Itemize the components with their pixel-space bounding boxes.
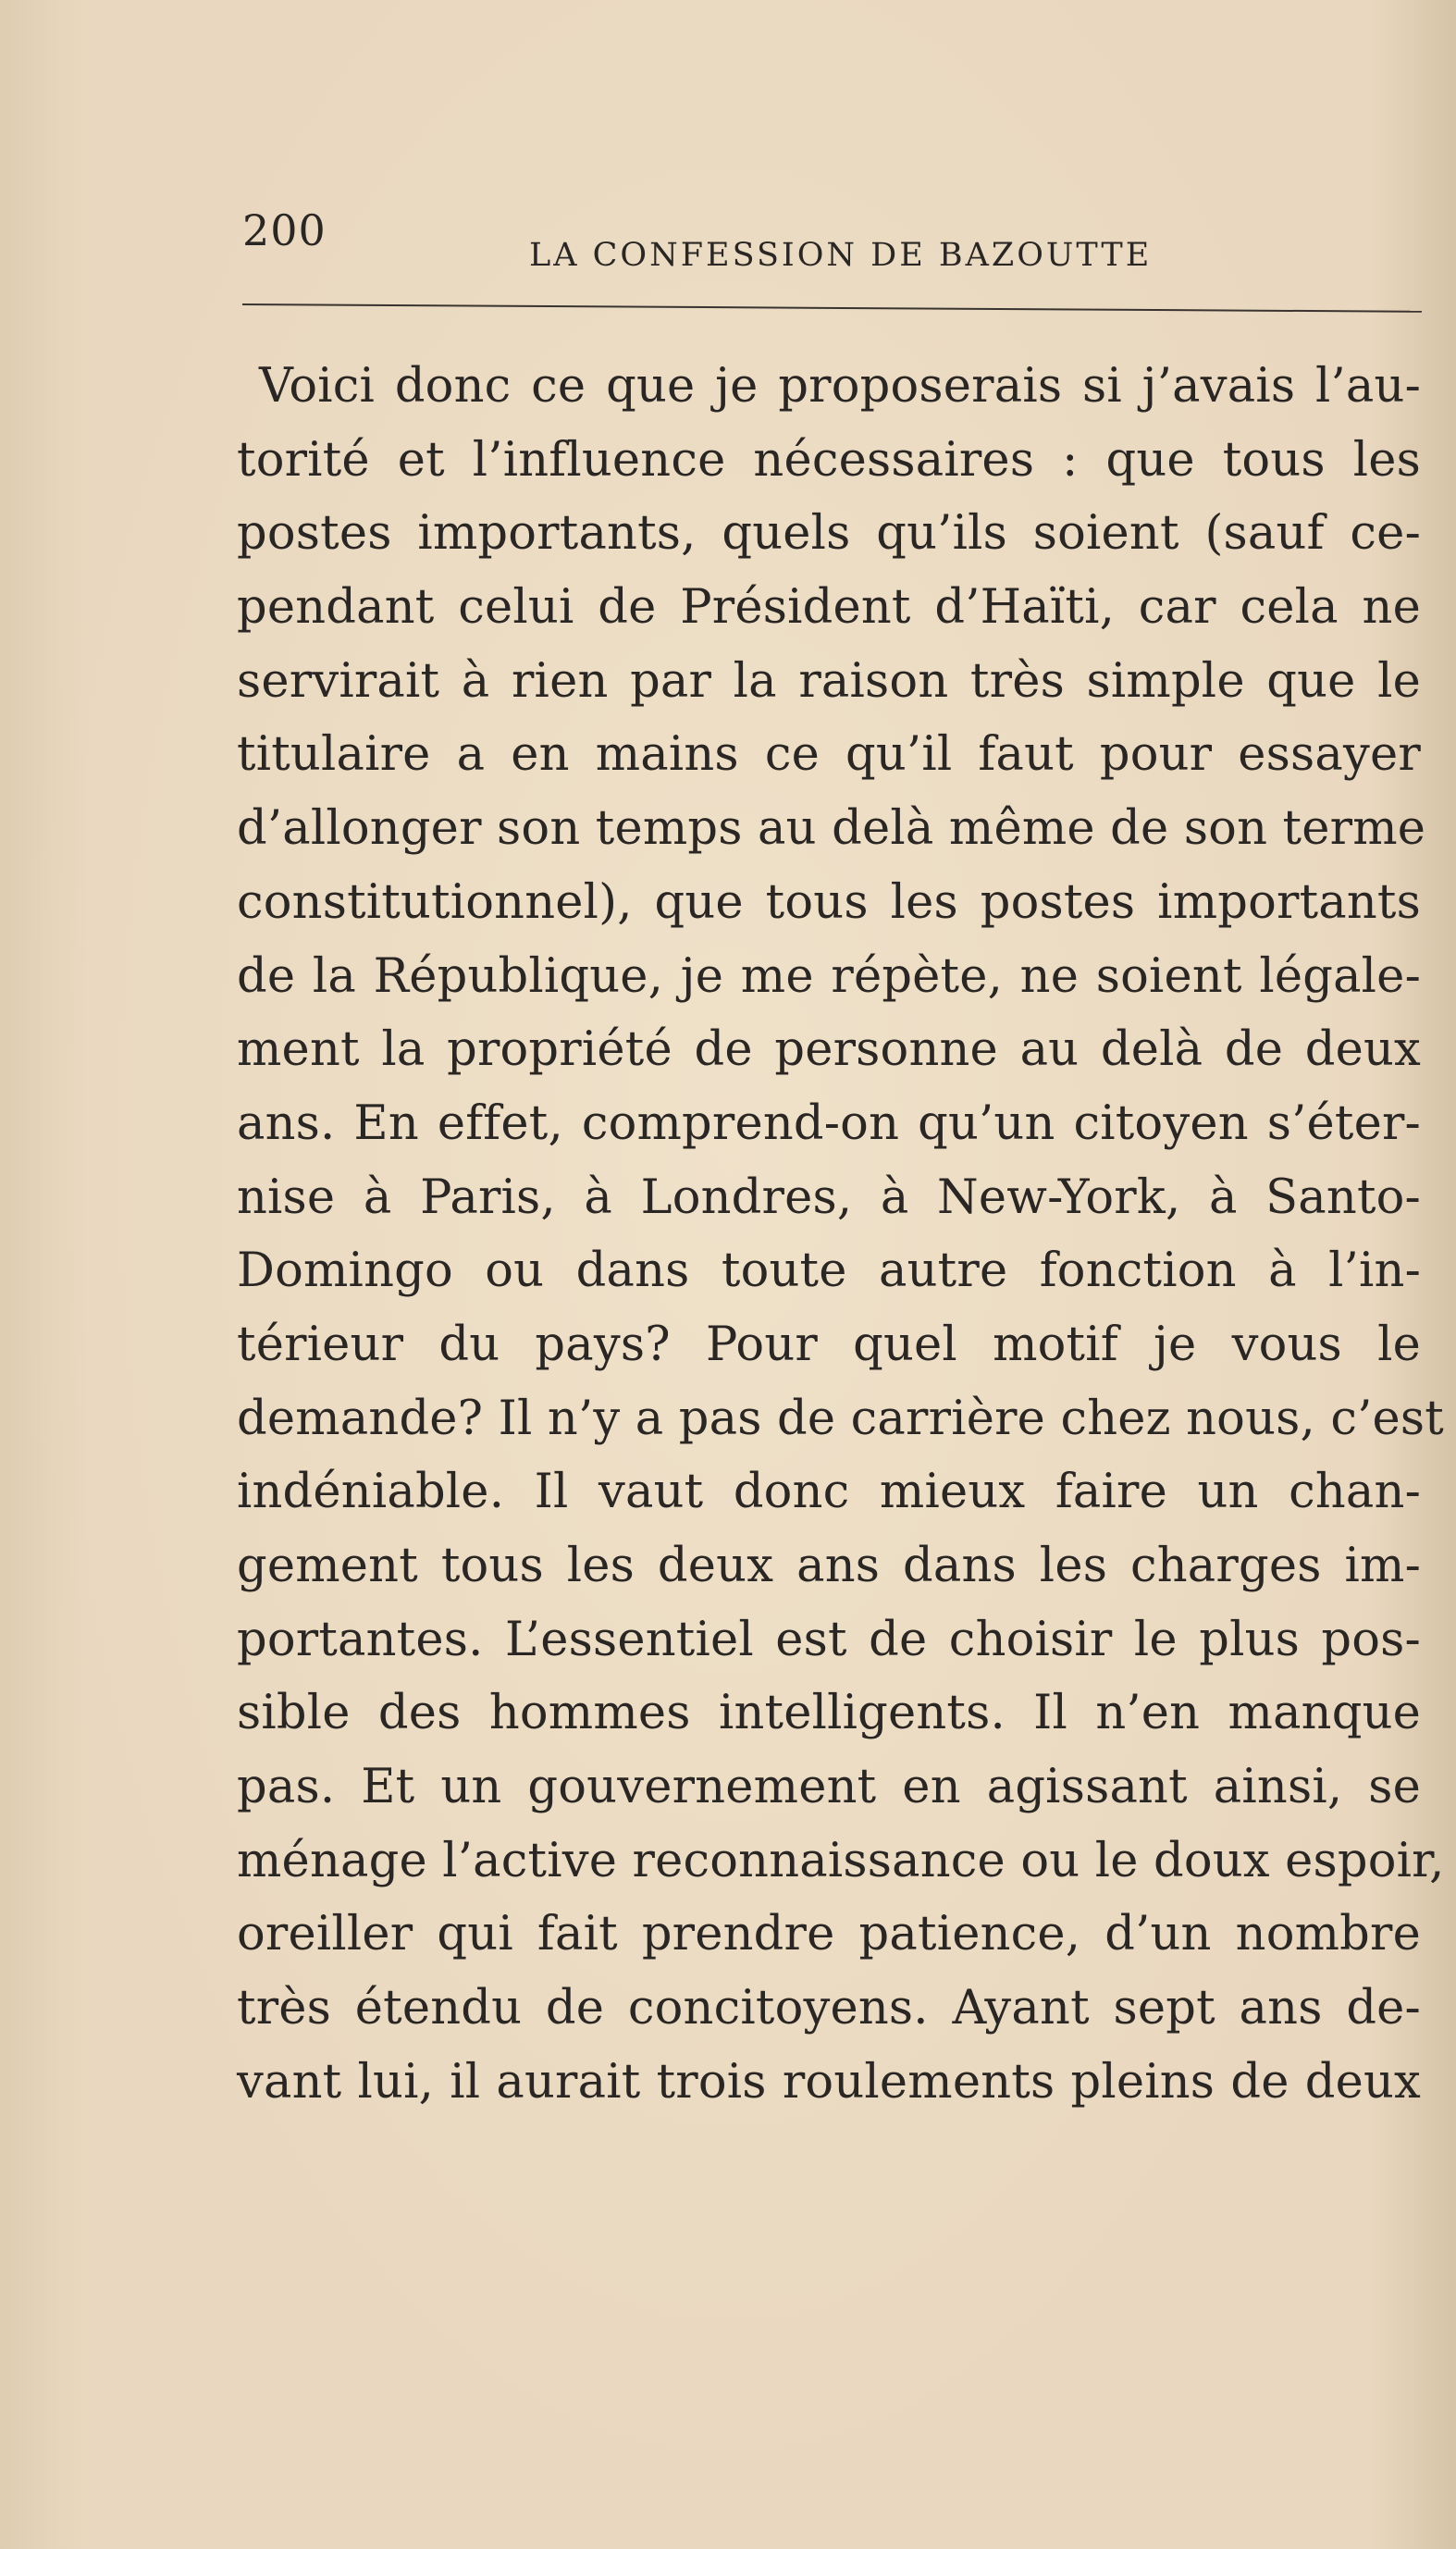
text-line: titulaire a en mains ce qu’il faut pour essayer [237, 727, 1421, 783]
text-line: de la République, je me répète, ne soient légale- [237, 948, 1421, 1004]
text-line: Voici donc ce que je proposerais si j’avais l’au- [259, 359, 1421, 414]
text-line: Domingo ou dans toute autre fonction à l’in- [237, 1244, 1421, 1299]
text-line: portantes. L’essentiel est de choisir le plus pos- [237, 1612, 1421, 1667]
text-line: ménage l’active reconnaissance ou le doux espoir, [237, 1833, 1445, 1888]
running-title: LA CONFESSION DE BAZOUTTE [529, 237, 1153, 274]
text-line: postes importants, quels qu’ils soient (sauf ce- [237, 506, 1421, 562]
text-line: d’allonger son temps au delà même de son terme [237, 801, 1426, 857]
text-line: constitutionnel), que tous les postes importants [237, 874, 1421, 930]
page-number: 200 [242, 205, 327, 255]
text-line: térieur du pays? Pour quel motif je vous le [237, 1317, 1421, 1372]
text-line: pas. Et un gouvernement en agissant ainsi, se [237, 1760, 1421, 1815]
text-line: indéniable. Il vaut donc mieux faire un chan- [237, 1465, 1421, 1520]
text-line: gement tous les deux ans dans les charges im- [237, 1539, 1421, 1593]
text-line: très étendu de concitoyens. Ayant sept ans de- [237, 1981, 1421, 2036]
text-line: sible des hommes intelligents. Il n’en manque [237, 1686, 1421, 1741]
text-line: servirait à rien par la raison très simple que le [237, 653, 1421, 709]
text-line: pendant celui de Président d’Haïti, car cela ne [237, 580, 1421, 636]
text-line: oreiller qui fait prendre patience, d’un nombre [237, 1907, 1421, 1962]
running-head [242, 205, 1426, 279]
text-line: ans. En effet, comprend-on qu’un citoyen s’éter- [237, 1095, 1421, 1151]
text-line: torité et l’influence nécessaires : que tous les [237, 432, 1421, 488]
text-line: nise à Paris, à Londres, à New-York, à Santo- [237, 1169, 1421, 1225]
text-line: ment la propriété de personne au delà de deux [237, 1022, 1421, 1078]
text-line: vant lui, il aurait trois roulements pleins de deux [237, 2054, 1421, 2110]
header-rule [242, 303, 1422, 313]
text-line: demande? Il n’y a pas de carrière chez nous, c’est [237, 1391, 1444, 1446]
body-paragraph [237, 350, 1445, 2120]
